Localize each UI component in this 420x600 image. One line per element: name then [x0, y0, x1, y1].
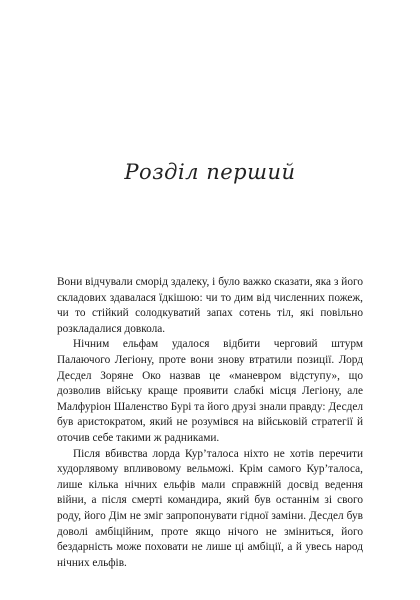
chapter-title: Розділ перший [124, 160, 296, 184]
paragraph-1: Вони відчували сморід здалеку, і було важко сказати, яка з його складових здавалася їдкішою: чи то дим від численних пожеж, чи то стійкий солодкуватий запах сотень тіл, які повільно розкладалися довкола. [57, 276, 363, 335]
paragraph-2: Нічним ельфам удалося відбити черговий штурм Палаючого Легіону, проте вони знову втратили позиції. Лорд Десдел Зоряне Око назвав це «маневром відступу», що дозволив війську краще проявити слабкі місця Легіону, але Малфуріон Шаленство Бурі та його друзі знали правду: Десдел був аристократом, який не розумівся на військовій стратегії й оточив себе такими ж радниками. [57, 338, 363, 444]
chapter-text [57, 275, 363, 571]
paragraph-3: Після вбивства лорда Кур’талоса ніхто не хотів перечити худорлявому впливовому вельможі. Крім самого Кур’талоса, лише кілька нічних ельфів мали справжній досвід ведення війни, а після смерті командира, який був останнім зі свого роду, його Дім не зміг запропонувати гідної заміни. Десдел був доволі амбіційним, проте якщо нічого не зміниться, його бездарність може поховати не лише ці амбіції, а й увесь народ нічних ельфів. [57, 447, 363, 569]
